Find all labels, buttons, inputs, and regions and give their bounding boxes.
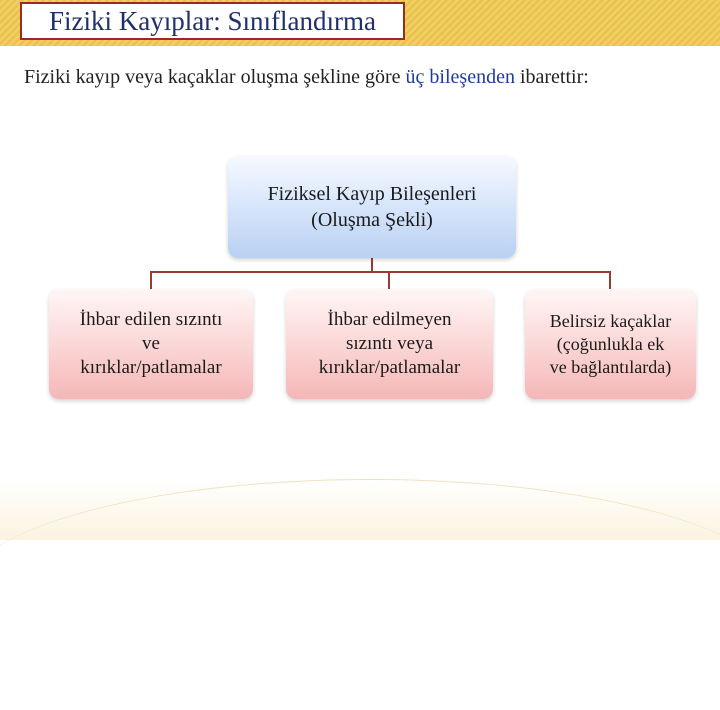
diagram-child-node-reported <box>49 289 253 399</box>
connector-child-1 <box>150 271 152 289</box>
intro-highlight: üç bileşenden <box>405 66 515 88</box>
intro-text-before: Fiziki kayıp veya kaçaklar oluşma şekline göre <box>24 66 406 88</box>
diagram-child-node-unreported <box>286 289 493 399</box>
child-3-line-1: Belirsiz kaçaklar <box>549 310 672 331</box>
connector-horizontal <box>150 271 611 273</box>
diagram-child-node-background <box>525 289 696 399</box>
title-box <box>20 2 405 40</box>
connector-child-3 <box>609 271 611 289</box>
diagram-root-node <box>228 156 516 258</box>
child-2-line-1: İhbar edilmeyen <box>327 309 452 330</box>
child-1-line-3: kırıklar/patlamalar <box>80 357 222 378</box>
child-3-line-3: ve bağlantılarda) <box>549 356 672 377</box>
connector-child-2 <box>388 271 390 289</box>
connector-root-down <box>371 258 373 272</box>
child-2-line-2: sızıntı veya <box>345 333 434 354</box>
intro-text-after: ibarettir: <box>514 66 589 88</box>
page-title: Fiziki Kayıplar: Sınıflandırma <box>49 5 376 36</box>
intro-text <box>24 66 589 89</box>
root-node-line-1: Fiziksel Kayıp Bileşenleri <box>267 183 477 205</box>
child-1-line-2: ve <box>142 333 160 354</box>
child-3-line-2: (çoğunlukla ek <box>556 333 665 354</box>
child-1-line-1: İhbar edilen sızıntı <box>79 309 223 330</box>
root-node-line-2: (Oluşma Şekli) <box>311 209 433 231</box>
footer-arc <box>0 479 720 710</box>
child-2-line-3: kırıklar/patlamalar <box>318 357 461 378</box>
